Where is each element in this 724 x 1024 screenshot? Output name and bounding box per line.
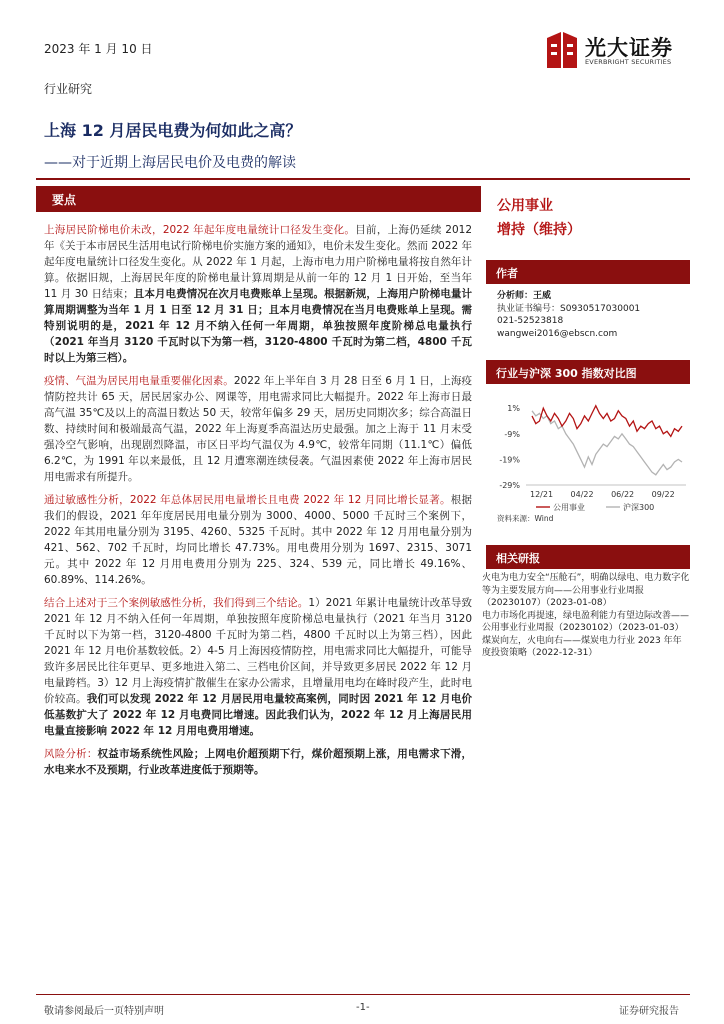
footer-disclaimer[interactable]: 敬请参阅最后一页特别声明 [44,1006,164,1017]
summary-paragraph [44,222,472,366]
report-date: 2023 年 1 月 10 日 [44,42,153,56]
analyst-email: wangwei2016@ebscn.com [497,328,618,339]
analyst-info [497,290,687,340]
logo-english-name: EVERBRIGHT SECURITIES [585,58,672,66]
comparison-chart [486,380,690,530]
sector-name: 公用事业 [497,198,553,214]
x-tick-label: 06/22 [611,490,635,499]
paragraph-bold: 权益市场系统性风险；上网电价超预期下行，煤价超预期上涨，用电需求下滑，水电来水不及预期，行业改革进度低于预期等。 [44,748,473,776]
summary-label: 要点 [52,193,77,207]
summary-paragraph [44,373,472,485]
report-subtitle: ——对于近期上海居民电价及电费的解读 [44,155,296,171]
chart-label: 行业与沪深 300 指数对比图 [496,367,637,380]
report-title: 上海 12 月居民电费为何如此之高？ [44,121,302,140]
paragraph-lead: 风险分析： [44,748,98,760]
summary-paragraph [44,595,472,739]
report-category: 行业研究 [44,82,93,96]
paragraph-lead: 通过敏感性分析，2022 年总体居民用电量增长且电费 2022 年 12 月同比增长显著。 [44,494,451,506]
paragraph-body: 根据我们的假设，2021 年年度居民用电量分别为 3000、4000、5000 千瓦时三个案例下，2022 年其用电量分别为 3195、4260、5325 千瓦时。其中 2022 年 12 月用电量分别为 421、562、702 千瓦时，均同比增长 47.73%。用电费用分别为 1697、2315、3071 元。其中 2022 年 12 月用电费用分别为 225、324、539 元，同比增长 49.16%、60.89%、114.26%。 [44,494,473,586]
summary-paragraph [44,746,472,778]
analyst-license: 执业证书编号：S0930517030001 [497,303,641,314]
paragraph-bold: 我们可以发现 2022 年 12 月居民用电量较高案例，同时因 2021 年 12 月电价低基数扩大了 2022 年 12 月电费同比增速。因此我们认为，2022 年 12 月上海居民用电量直接影响 2022 年 12 月用电费用增速。 [44,693,472,737]
series-line [532,411,682,475]
footer-report-type: 证券研究报告 [619,1006,679,1017]
research-header-bar [486,545,690,569]
x-tick-label: 09/22 [651,490,675,499]
footer-divider [36,994,690,995]
paragraph-body: 2022 年上半年自 3 月 28 日至 6 月 1 日，上海疫情防控共计 65 天，居民居家办公、网课等，用电需求同比大幅提升。2022 年上海市日最高气温 35℃及以上的高温日数达 50 天，较常年偏多 29 天，居历史同期次多；综合高温日数、持续时间和极端最高气温，2022 年上海夏季高温达历史最强。加之上海于 11 月末受强冷空气影响，出现剧烈降温，市区日平均气温仅为 4.9℃，较常年同期（11.1℃）偏低 6.2℃，为 1991 年以来最低，且 12 月遭寒潮连续侵袭。气温因素使 2022 年上海市居民用电需求有所提升。 [44,375,472,483]
legend-label: 公用事业 [553,503,585,512]
x-tick-label: 12/21 [530,490,554,499]
research-item[interactable]: 火电为电力安全“压舱石”，明确以绿电、电力数字化等为主要发展方向——公用事业行业周报（20230107）（2023-01-08） [482,573,690,608]
paragraph-body: 1）2021 年累计电量统计改革导致 2021 年 12 月不纳入任何一年周期，单独按照年度阶梯总电量执行（2021 年当月 3120 千瓦时以下为第一档，3120-4800 千瓦时为第二档，4800 千瓦时以上为第三档），因此 2021 年 12 月电价基数较低。2）4-5 月上海因疫情防控，用电需求同比大幅提升，可能导致许多居民比往年更早、更多地进入第二、三档电价区间，并导致更多居民 2022 年 12 月电量跨档。3）12 月上海疫情扩散催生在家办公需求，且增量用电均在峰时段产生，此时电价较高。 [44,597,472,705]
y-tick-label: -29% [499,481,520,490]
company-logo [545,30,695,72]
research-label: 相关研报 [496,552,540,565]
header-divider [36,178,690,180]
chart-source: 资料来源：Wind [497,514,554,523]
paragraph-lead: 上海居民阶梯电价未改，2022 年起年度电量统计口径发生变化。 [44,224,356,236]
paragraph-lead: 疫情、气温为居民用电量重要催化因素。 [44,375,234,387]
page-number: -1- [356,1002,370,1013]
paragraph-body: 目前，上海仍延续 2012 年《关于本市居民生活用电试行阶梯电价实施方案的通知》，电价未发生变化。然而 2022 年起年度电量统计口径发生变化。从 2022 年 1 月起，上海市电力用户阶梯电量将按自然年计算。依据旧规，上海居民年度的阶梯电量计算周期是从前一年的 12 月 1 日开始，至当年 11 月 30 日结束； [44,224,472,300]
author-label: 作者 [496,267,518,280]
paragraph-bold: 且本月电费情况在次月电费账单上呈现。根据新规，上海用户阶梯电量计算周期调整为当年 1 月 1 日至 12 月 31 日；且本月电费情况在当月电费账单上呈现。需特别说明的是，2021 年 12 月不纳入任何一年周期，单独按照年度阶梯总电量执行（2021 年当月 3120 千瓦时以下为第一档，3120-4800 千瓦时为第二档，4800 千瓦时以上为第三档）。 [44,288,472,364]
related-research-list [482,572,690,660]
y-tick-label: 1% [507,404,520,414]
logo-chinese-name: 光大证券 [585,36,673,60]
research-item[interactable]: 煤炭向左，火电向右——煤炭电力行业 2023 年年度投资策略（2022-12-31） [482,635,682,658]
summary-header-bar [36,186,481,212]
research-item[interactable]: 电力市场化再提速，绿电盈利能力有望边际改善——公用事业行业周报（20230102）（2023-01-03） [482,610,690,633]
x-tick-label: 04/22 [570,490,594,499]
analyst-phone: 021-52523818 [497,316,564,326]
summary-body [44,222,472,785]
author-header-bar [486,260,690,284]
y-tick-label: -19% [499,455,520,465]
analyst-name: 分析师：王威 [497,291,552,301]
paragraph-lead: 结合上述对于三个案例敏感性分析，我们得到三个结论。 [44,597,309,609]
y-tick-label: -9% [504,429,520,439]
legend-label: 沪深300 [623,503,655,512]
summary-paragraph [44,492,472,588]
rating: 增持（维持） [497,222,581,238]
logo-mark-icon [545,30,579,70]
